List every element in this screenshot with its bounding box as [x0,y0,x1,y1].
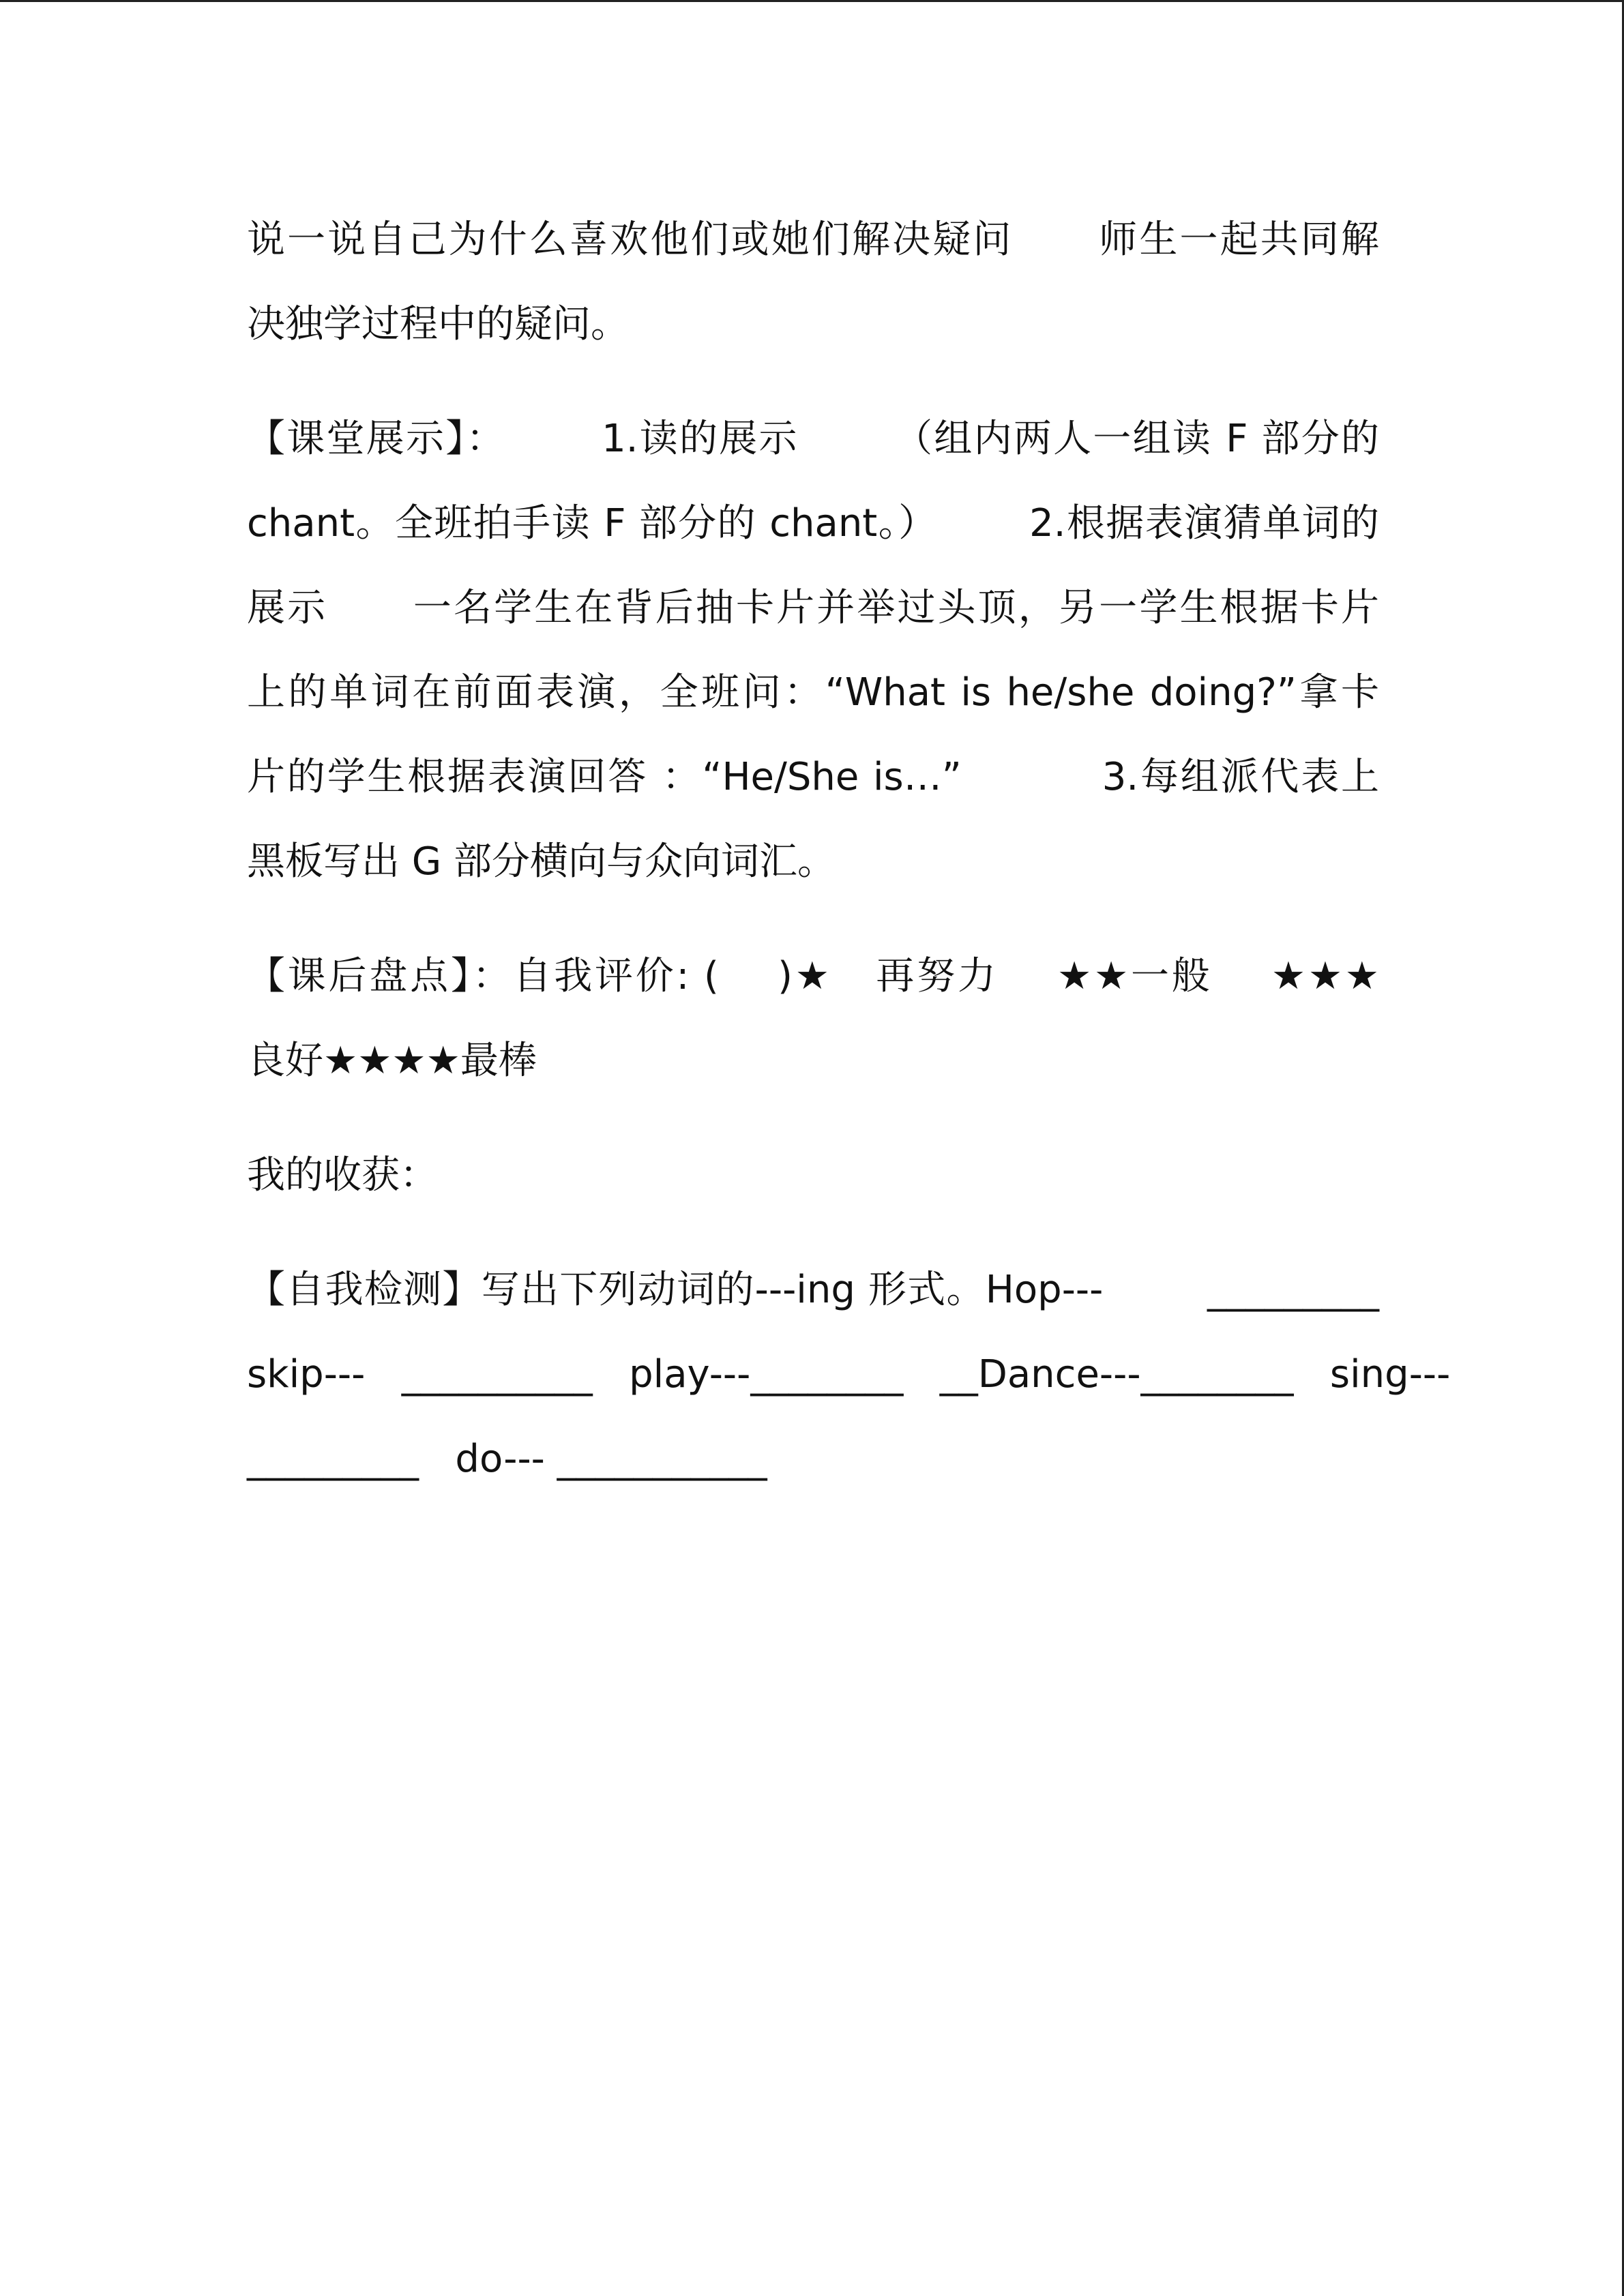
paragraph-discussion [247,198,1379,367]
text-line: 展示 一名学生在背后抽卡片并举过头顶，另一学生根据卡片 [247,586,1379,630]
document-body [247,198,1451,1502]
text-line: 良好★★★★最棒 [247,1039,537,1083]
text-line: 黑板写出 G 部分横向与众向词汇。 [247,839,836,884]
paragraph-self-test [247,1248,1451,1502]
text-line: 说一说自己为什么喜欢他们或她们解决疑问 师生一起共同解 [247,218,1379,262]
text-line: skip--- __________ play---________ __Dance---________ sing--- [247,1352,1451,1397]
text-line: 我的收获： [247,1153,438,1197]
text-line: 【自我检测】写出下列动词的---ing 形式。Hop--- _________ [247,1268,1379,1312]
paragraph-self-evaluation [247,934,1379,1103]
text-line: 【课堂展示】： 1.读的展示 （组内两人一组读 F 部分的 [247,417,1379,461]
text-line: _________ do--- ___________ [247,1437,767,1481]
text-line: 【课后盘点】：自我评价: ( )★ 再努力 ★★一般 ★★★ [247,954,1379,998]
paragraph-class-display [247,397,1379,904]
text-line: 决独学过程中的疑问。 [247,302,629,346]
page-border-top [0,0,1624,2]
text-line: 上的单词在前面表演，全班问：“What is he/she doing?”拿卡 [247,670,1379,715]
text-line: chant。全班拍手读 F 部分的 chant。） 2.根据表演猜单词的 [247,501,1379,546]
paragraph-my-gains [247,1133,1379,1218]
text-line: 片的学生根据表演回答 ：“He/She is…” 3.每组派代表上 [247,755,1379,799]
